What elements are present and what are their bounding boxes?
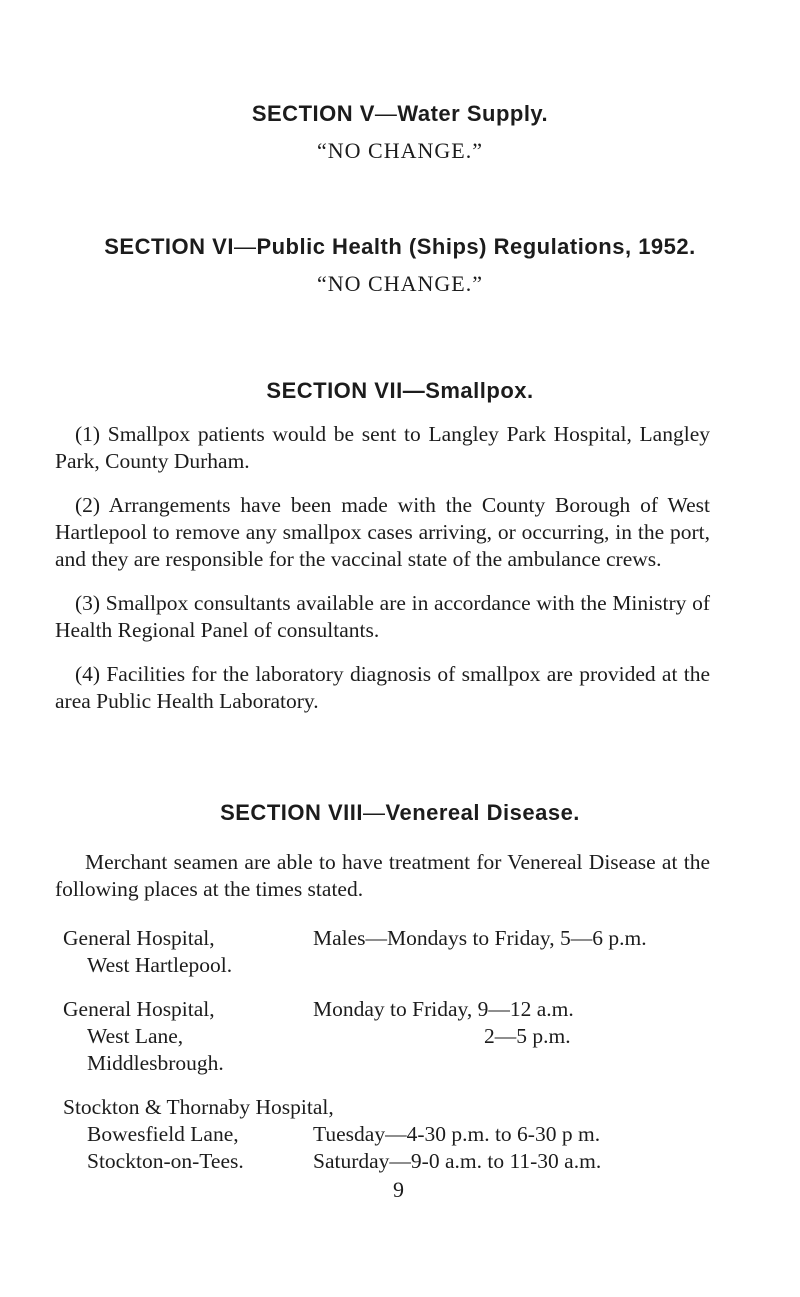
place-3-address-1: Bowesfield Lane, — [87, 1122, 239, 1146]
smallpox-paragraph-1: (1) Smallpox patients would be sent to Langley Park Hospital, Langley Park, County Durham. — [55, 422, 710, 473]
place-1-address-1: West Hartlepool. — [87, 953, 233, 977]
section-viii-prefix: SECTION VIII — [220, 800, 363, 825]
section-vi-prefix: SECTION VI — [104, 234, 234, 259]
place-2-address-1: West Lane, — [87, 1024, 184, 1048]
place-3-name: Stockton & Thornaby Hospital, — [63, 1095, 334, 1119]
page-number: 9 — [393, 1177, 404, 1202]
place-1-time-1: Males—Mondays to Friday, 5—6 p.m. — [313, 926, 647, 950]
section-v-prefix: SECTION V — [251, 101, 375, 126]
section-vi-note: “NO CHANGE.” — [317, 271, 483, 296]
section-vi-heading: SECTION VI—Public Health (Ships) Regulations, 1952. — [104, 234, 696, 259]
place-3-time-2: Saturday—9-0 a.m. to 11-30 a.m. — [313, 1149, 602, 1173]
smallpox-paragraph-2: (2) Arrangements have been made with the County Borough of West Hartlepool to remove any smallpox cases arriving, or occurring, in the port, and they are responsible for the vaccinal state of the ambulance crews. — [55, 493, 710, 571]
section-viii-heading: SECTION VIII—Venereal Disease. — [220, 800, 580, 825]
section-v-note: “NO CHANGE.” — [317, 138, 483, 163]
place-2-time-2: 2—5 p.m. — [484, 1024, 571, 1048]
section-viii-title: Venereal Disease. — [385, 800, 580, 825]
section-vi-title: Public Health (Ships) Regulations, 1952. — [256, 234, 696, 259]
smallpox-paragraph-4: (4) Facilities for the laboratory diagnosis of smallpox are provided at the area Public Health Laboratory. — [55, 662, 710, 713]
section-v-heading: SECTION V—Water Supply. — [251, 101, 549, 126]
smallpox-paragraph-3: (3) Smallpox consultants available are in accordance with the Ministry of Health Regional Panel of consultants. — [55, 591, 710, 642]
place-2-address-2: Middlesbrough. — [87, 1051, 224, 1075]
place-2-time-1: Monday to Friday, 9—12 a.m. — [313, 997, 574, 1021]
venereal-intro: Merchant seamen are able to have treatment for Venereal Disease at the following places at the times stated. — [55, 850, 710, 901]
place-1-name: General Hospital, — [63, 926, 215, 950]
place-3-time-1: Tuesday—4-30 p.m. to 6-30 p m. — [313, 1122, 601, 1146]
section-vii-heading: SECTION VII—Smallpox. — [266, 378, 534, 403]
place-3-address-2: Stockton-on-Tees. — [87, 1149, 244, 1173]
place-2-name: General Hospital, — [63, 997, 215, 1021]
section-v-title: Water Supply. — [397, 101, 549, 126]
